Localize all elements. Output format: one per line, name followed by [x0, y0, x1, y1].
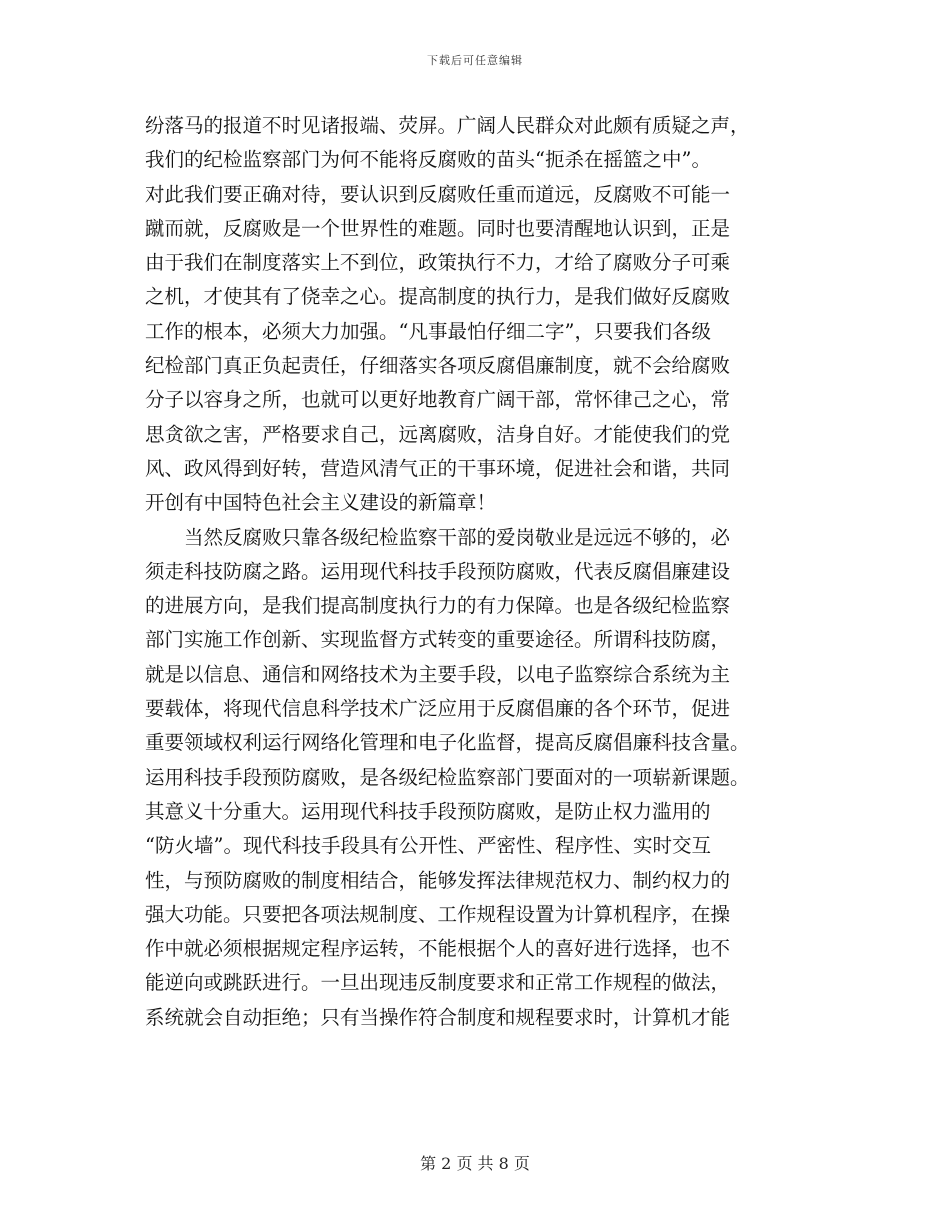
text-line: 我们的纪检监察部门为何不能将反腐败的苗头“扼杀在摇篮之中”。 [145, 148, 711, 172]
text-line: 纷落马的报道不时见诸报端、荧屏。广阔人民群众对此颇有质疑之声， [145, 114, 750, 137]
text-line: 性，与预防腐败的制度相结合，能够发挥法律规范权力、制约权力的 [145, 868, 731, 892]
text-line: 其意义十分重大。运用现代科技手段预防腐败，是防止权力滥用的 [145, 799, 711, 823]
text-line: 作中就必须根据规定程序运转，不能根据个人的喜好进行选择，也不 [145, 937, 731, 961]
text-line: “防火墙”。现代科技手段具有公开性、严密性、程序性、实时交互 [145, 834, 711, 858]
text-line: 思贪欲之害，严格要求自己，远离腐败，洁身自好。才能使我们的党 [145, 422, 731, 446]
text-line: 须走科技防腐之路。运用现代科技手段预防腐败，代表反腐倡廉建设 [145, 559, 731, 583]
text-line: 分子以容身之所，也就可以更好地教育广阔干部，常怀律己之心，常 [145, 388, 731, 412]
text-line: 风、政风得到好转，营造风清气正的干事环境，促进社会和谐，共同 [145, 456, 731, 480]
text-line: 能逆向或跳跃进行。一旦出现违反制度要求和正常工作规程的做法， [145, 971, 731, 995]
text-line: 就是以信息、通信和网络技术为主要手段，以电子监察综合系统为主 [145, 662, 731, 686]
text-line: 纪检部门真正负起责任，仔细落实各项反腐倡廉制度，就不会给腐败 [145, 354, 731, 378]
current-page-number: 2 [441, 1154, 452, 1173]
page-header: 下载后可任意编辑 [427, 54, 523, 67]
text-line: 对此我们要正确对待，要认识到反腐败任重而道远，反腐败不可能一 [145, 182, 731, 206]
text-line: 部门实施工作创新、实现监督方式转变的重要途径。所谓科技防腐， [145, 628, 731, 652]
text-line: 的进展方向，是我们提高制度执行力的有力保障。也是各级纪检监察 [145, 594, 731, 618]
text-line: 开创有中国特色社会主义建设的新篇章！ [145, 491, 497, 515]
text-line: 重要领域权利运行网络化管理和电子化监督，提高反腐倡廉科技含量。 [145, 731, 750, 755]
text-line: 蹴而就，反腐败是一个世界性的难题。同时也要清醒地认识到，正是 [145, 216, 731, 240]
text-line: 工作的根本，必须大力加强。“凡事最怕仔细二字”，只要我们各级 [145, 319, 711, 343]
page-number-middle: 页 共 [456, 1154, 494, 1173]
body-text [145, 109, 810, 1035]
total-pages-number: 8 [498, 1154, 509, 1173]
text-line: 由于我们在制度落实上不到位，政策执行不力，才给了腐败分子可乘 [145, 251, 731, 275]
page-footer [0, 1151, 950, 1174]
text-line: 要载体，将现代信息科学技术广泛应用于反腐倡廉的各个环节，促进 [145, 697, 731, 721]
page-number-suffix: 页 [513, 1154, 530, 1173]
text-line: 运用科技手段预防腐败，是各级纪检监察部门要面对的一项崭新课题。 [145, 765, 750, 789]
paragraph-start-line: 当然反腐败只靠各级纪检监察干部的爱岗敬业是远远不够的，必 [145, 525, 731, 549]
page-number-prefix: 第 [420, 1154, 437, 1173]
text-line: 强大功能。只要把各项法规制度、工作规程设置为计算机程序，在操 [145, 902, 731, 926]
text-line: 之机，才使其有了侥幸之心。提高制度的执行力，是我们做好反腐败 [145, 285, 731, 309]
text-line: 系统就会自动拒绝；只有当操作符合制度和规程要求时，计算机才能 [145, 1005, 731, 1029]
